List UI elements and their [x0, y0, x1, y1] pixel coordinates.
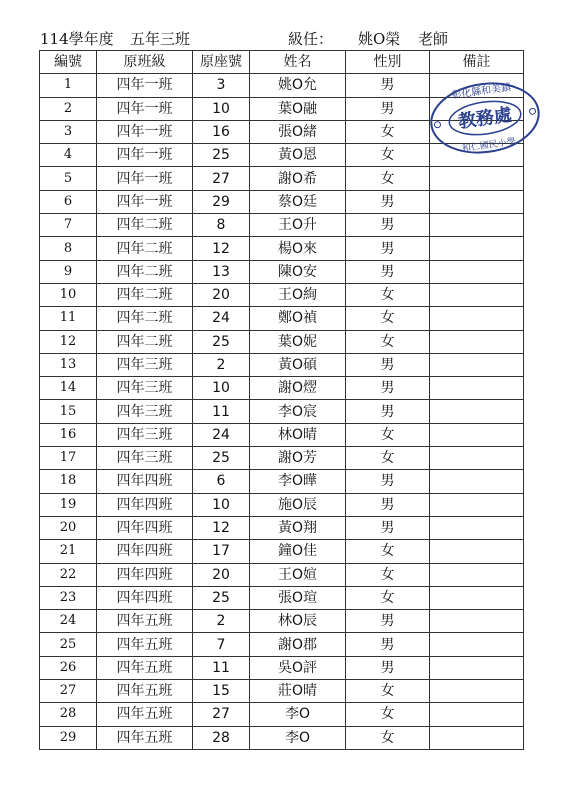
- student-name: 謝O郡: [250, 633, 346, 656]
- original-class: 四年三班: [97, 353, 193, 376]
- remarks-cell: [430, 703, 524, 726]
- student-gender: 男: [346, 190, 430, 213]
- student-name: 謝O希: [250, 167, 346, 190]
- original-seat: 17: [193, 540, 250, 563]
- original-class: 四年五班: [97, 633, 193, 656]
- remarks-cell: [430, 726, 524, 749]
- table-row: [40, 214, 524, 237]
- row-number: 3: [40, 120, 97, 143]
- row-number: 28: [40, 703, 97, 726]
- original-seat: 25: [193, 586, 250, 609]
- school-year: 114學年度: [40, 30, 114, 48]
- remarks-cell: [430, 656, 524, 679]
- student-gender: 女: [346, 680, 430, 703]
- original-class: 四年四班: [97, 516, 193, 539]
- original-seat: 10: [193, 493, 250, 516]
- svg-text:和仁國民小學: 和仁國民小學: [461, 137, 517, 155]
- column-header-gender: 性別: [346, 51, 430, 74]
- original-seat: 11: [193, 656, 250, 679]
- student-gender: 女: [346, 447, 430, 470]
- row-number: 7: [40, 214, 97, 237]
- remarks-cell: [430, 167, 524, 190]
- original-class: 四年一班: [97, 74, 193, 97]
- student-name: 王O媗: [250, 563, 346, 586]
- column-header-original-class: 原班級: [97, 51, 193, 74]
- original-class: 四年四班: [97, 470, 193, 493]
- original-seat: 28: [193, 726, 250, 749]
- student-name: 鐘O佳: [250, 540, 346, 563]
- original-class: 四年一班: [97, 167, 193, 190]
- remarks-cell: [430, 633, 524, 656]
- teacher-label: 級任：: [288, 30, 334, 48]
- table-row: [40, 703, 524, 726]
- table-row: [40, 423, 524, 446]
- original-seat: 25: [193, 447, 250, 470]
- row-number: 1: [40, 74, 97, 97]
- remarks-cell: [430, 493, 524, 516]
- student-gender: 男: [346, 237, 430, 260]
- remarks-cell: [430, 283, 524, 306]
- row-number: 14: [40, 377, 97, 400]
- original-class: 四年一班: [97, 97, 193, 120]
- student-name: 陳O安: [250, 260, 346, 283]
- original-class: 四年一班: [97, 190, 193, 213]
- original-seat: 8: [193, 214, 250, 237]
- table-row: [40, 400, 524, 423]
- original-seat: 16: [193, 120, 250, 143]
- student-name: 李O: [250, 703, 346, 726]
- student-gender: 女: [346, 586, 430, 609]
- original-class: 四年五班: [97, 726, 193, 749]
- original-seat: 2: [193, 610, 250, 633]
- original-seat: 12: [193, 237, 250, 260]
- student-name: 蔡O廷: [250, 190, 346, 213]
- student-name: 黃O翔: [250, 516, 346, 539]
- row-number: 18: [40, 470, 97, 493]
- original-seat: 25: [193, 144, 250, 167]
- remarks-cell: [430, 680, 524, 703]
- remarks-cell: [430, 307, 524, 330]
- student-gender: 女: [346, 726, 430, 749]
- student-gender: 女: [346, 330, 430, 353]
- student-name: 謝O芳: [250, 447, 346, 470]
- original-seat: 24: [193, 423, 250, 446]
- table-row: [40, 307, 524, 330]
- student-gender: 女: [346, 144, 430, 167]
- original-class: 四年五班: [97, 680, 193, 703]
- student-gender: 男: [346, 400, 430, 423]
- table-row: [40, 120, 524, 143]
- column-header-remarks: 備註: [430, 51, 524, 74]
- student-gender: 女: [346, 423, 430, 446]
- row-number: 20: [40, 516, 97, 539]
- student-gender: 女: [346, 307, 430, 330]
- student-gender: 女: [346, 167, 430, 190]
- remarks-cell: [430, 447, 524, 470]
- original-seat: 29: [193, 190, 250, 213]
- remarks-cell: [430, 610, 524, 633]
- student-gender: 女: [346, 703, 430, 726]
- original-class: 四年二班: [97, 214, 193, 237]
- student-gender: 男: [346, 470, 430, 493]
- student-name: 葉O妮: [250, 330, 346, 353]
- table-header-row: [40, 51, 524, 74]
- original-class: 四年二班: [97, 283, 193, 306]
- student-name: 葉O融: [250, 97, 346, 120]
- row-number: 21: [40, 540, 97, 563]
- table-row: [40, 726, 524, 749]
- original-class: 四年五班: [97, 610, 193, 633]
- student-name: 莊O晴: [250, 680, 346, 703]
- remarks-cell: [430, 423, 524, 446]
- original-seat: 10: [193, 377, 250, 400]
- table-row: [40, 330, 524, 353]
- original-seat: 20: [193, 563, 250, 586]
- student-name: 黃O碩: [250, 353, 346, 376]
- original-class: 四年四班: [97, 563, 193, 586]
- original-class: 四年一班: [97, 120, 193, 143]
- remarks-cell: [430, 516, 524, 539]
- student-name: 王O絢: [250, 283, 346, 306]
- table-row: [40, 656, 524, 679]
- remarks-cell: [430, 97, 524, 120]
- remarks-cell: [430, 237, 524, 260]
- row-number: 24: [40, 610, 97, 633]
- student-name: 張O緒: [250, 120, 346, 143]
- row-number: 16: [40, 423, 97, 446]
- original-seat: 7: [193, 633, 250, 656]
- row-number: 5: [40, 167, 97, 190]
- remarks-cell: [430, 540, 524, 563]
- original-seat: 3: [193, 74, 250, 97]
- remarks-cell: [430, 377, 524, 400]
- remarks-cell: [430, 144, 524, 167]
- row-number: 27: [40, 680, 97, 703]
- table-row: [40, 563, 524, 586]
- teacher-title: 老師: [418, 30, 449, 48]
- table-row: [40, 586, 524, 609]
- table-row: [40, 680, 524, 703]
- teacher-name: 姚O榮: [358, 30, 401, 48]
- original-class: 四年一班: [97, 144, 193, 167]
- row-number: 10: [40, 283, 97, 306]
- column-header-name: 姓名: [250, 51, 346, 74]
- original-class: 四年四班: [97, 540, 193, 563]
- row-number: 22: [40, 563, 97, 586]
- row-number: 6: [40, 190, 97, 213]
- original-seat: 27: [193, 703, 250, 726]
- remarks-cell: [430, 563, 524, 586]
- student-name: 張O瑄: [250, 586, 346, 609]
- table-row: [40, 190, 524, 213]
- student-gender: 男: [346, 633, 430, 656]
- original-seat: 12: [193, 516, 250, 539]
- class-name: 五年三班: [130, 30, 191, 48]
- student-roster-table: [39, 50, 524, 750]
- table-row: [40, 493, 524, 516]
- student-gender: 男: [346, 493, 430, 516]
- table-row: [40, 167, 524, 190]
- original-seat: 24: [193, 307, 250, 330]
- student-name: 姚O允: [250, 74, 346, 97]
- row-number: 2: [40, 97, 97, 120]
- table-row: [40, 377, 524, 400]
- row-number: 15: [40, 400, 97, 423]
- row-number: 19: [40, 493, 97, 516]
- table-row: [40, 97, 524, 120]
- table-row: [40, 74, 524, 97]
- original-seat: 10: [193, 97, 250, 120]
- student-gender: 男: [346, 516, 430, 539]
- row-number: 11: [40, 307, 97, 330]
- original-seat: 11: [193, 400, 250, 423]
- row-number: 4: [40, 144, 97, 167]
- student-gender: 男: [346, 260, 430, 283]
- original-class: 四年三班: [97, 423, 193, 446]
- row-number: 9: [40, 260, 97, 283]
- remarks-cell: [430, 470, 524, 493]
- remarks-cell: [430, 190, 524, 213]
- original-class: 四年三班: [97, 400, 193, 423]
- table-row: [40, 283, 524, 306]
- row-number: 12: [40, 330, 97, 353]
- original-seat: 27: [193, 167, 250, 190]
- column-header-original-seat: 原座號: [193, 51, 250, 74]
- original-seat: 6: [193, 470, 250, 493]
- remarks-cell: [430, 74, 524, 97]
- table-row: [40, 610, 524, 633]
- student-gender: 男: [346, 377, 430, 400]
- original-class: 四年五班: [97, 656, 193, 679]
- original-seat: 13: [193, 260, 250, 283]
- student-gender: 男: [346, 610, 430, 633]
- original-seat: 20: [193, 283, 250, 306]
- roster-header: [40, 29, 530, 49]
- original-class: 四年四班: [97, 493, 193, 516]
- svg-text:彰化縣和美鎮: 彰化縣和美鎮: [450, 82, 512, 102]
- student-gender: 女: [346, 563, 430, 586]
- row-number: 29: [40, 726, 97, 749]
- remarks-cell: [430, 353, 524, 376]
- student-gender: 男: [346, 656, 430, 679]
- row-number: 13: [40, 353, 97, 376]
- student-name: 王O升: [250, 214, 346, 237]
- student-name: 林O辰: [250, 610, 346, 633]
- original-seat: 2: [193, 353, 250, 376]
- student-gender: 男: [346, 353, 430, 376]
- student-name: 黃O恩: [250, 144, 346, 167]
- original-seat: 15: [193, 680, 250, 703]
- student-name: 林O晴: [250, 423, 346, 446]
- original-class: 四年二班: [97, 330, 193, 353]
- remarks-cell: [430, 120, 524, 143]
- student-name: 吳O評: [250, 656, 346, 679]
- student-name: 謝O熤: [250, 377, 346, 400]
- student-name: 李O: [250, 726, 346, 749]
- column-header-number: 編號: [40, 51, 97, 74]
- student-gender: 男: [346, 74, 430, 97]
- original-class: 四年五班: [97, 703, 193, 726]
- remarks-cell: [430, 586, 524, 609]
- remarks-cell: [430, 400, 524, 423]
- table-row: [40, 260, 524, 283]
- student-gender: 女: [346, 283, 430, 306]
- row-number: 23: [40, 586, 97, 609]
- row-number: 17: [40, 447, 97, 470]
- row-number: 25: [40, 633, 97, 656]
- row-number: 26: [40, 656, 97, 679]
- table-row: [40, 353, 524, 376]
- svg-text:教務處: 教務處: [456, 104, 514, 133]
- student-name: 李O宸: [250, 400, 346, 423]
- student-name: 楊O來: [250, 237, 346, 260]
- row-number: 8: [40, 237, 97, 260]
- student-gender: 女: [346, 120, 430, 143]
- table-row: [40, 144, 524, 167]
- original-class: 四年二班: [97, 260, 193, 283]
- original-class: 四年三班: [97, 377, 193, 400]
- original-class: 四年三班: [97, 447, 193, 470]
- original-class: 四年二班: [97, 307, 193, 330]
- student-gender: 男: [346, 214, 430, 237]
- remarks-cell: [430, 330, 524, 353]
- original-class: 四年四班: [97, 586, 193, 609]
- remarks-cell: [430, 214, 524, 237]
- student-name: 鄭O禎: [250, 307, 346, 330]
- table-row: [40, 540, 524, 563]
- table-row: [40, 516, 524, 539]
- table-row: [40, 237, 524, 260]
- student-gender: 女: [346, 540, 430, 563]
- student-name: 李O曄: [250, 470, 346, 493]
- student-name: 施O辰: [250, 493, 346, 516]
- original-seat: 25: [193, 330, 250, 353]
- table-row: [40, 470, 524, 493]
- student-gender: 男: [346, 97, 430, 120]
- table-row: [40, 633, 524, 656]
- original-class: 四年二班: [97, 237, 193, 260]
- table-row: [40, 447, 524, 470]
- table-body: [40, 74, 524, 750]
- remarks-cell: [430, 260, 524, 283]
